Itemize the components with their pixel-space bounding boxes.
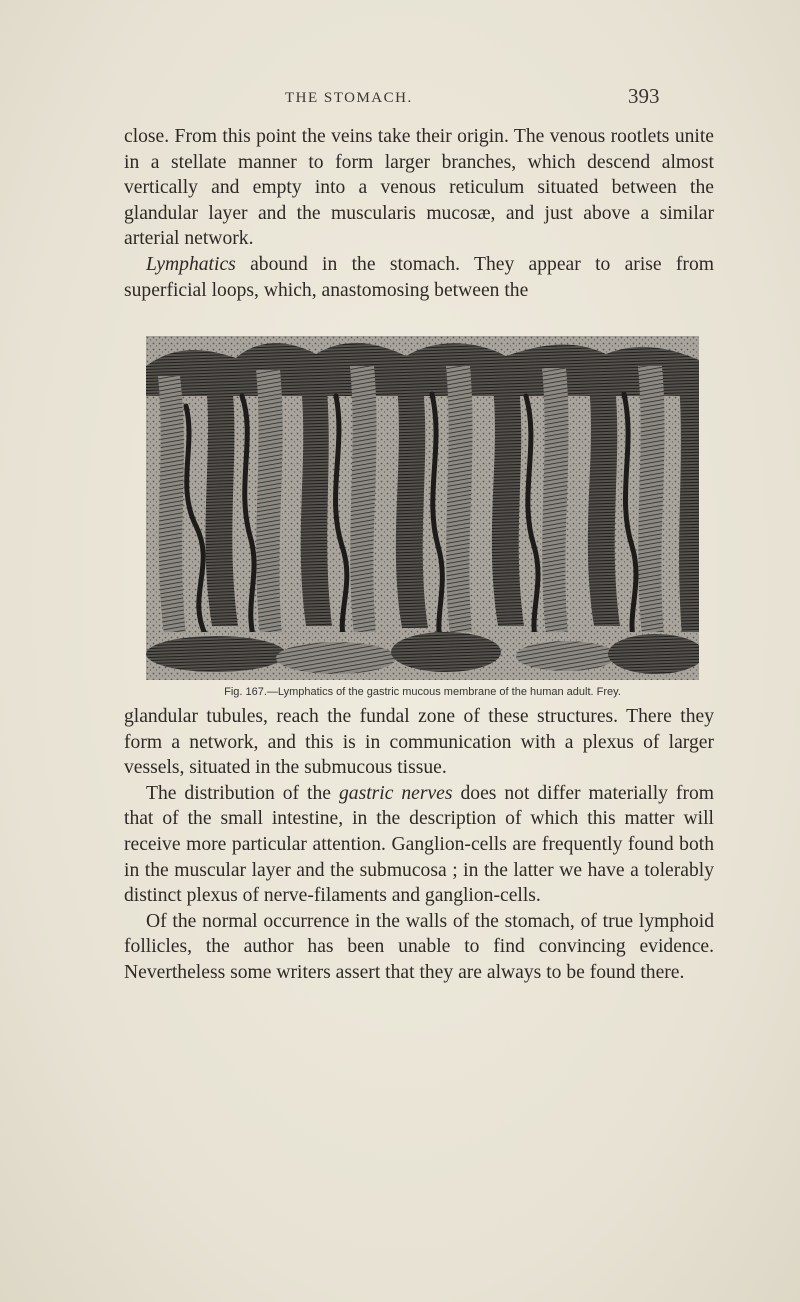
paragraph-veins: close. From this point the veins take their origin. The venous rootlets unite in a stellate manner to form larger branches, which descend almost vertically and empty into a venous reticulum situated between the glandular layer and the muscularis mucosæ, and just above a similar arterial network. [124, 126, 714, 250]
lymphatics-term: Lymphatics [146, 253, 236, 275]
paragraph-lymphatics [124, 252, 714, 303]
gastric-nerves-term: gastric nerves [338, 782, 453, 804]
paragraph-glandular: glandular tubules, reach the fundal zone of these structures. There they form a network, and this is in communication with a plexus of larger vessels, situated in the submucous tissue. [124, 706, 714, 779]
figure-lymphatics-illustration [146, 336, 699, 680]
running-title: THE STOMACH. [285, 90, 413, 106]
lymphatics-text: abound in the stomach. They appear to arise from superficial loops, which, anastomosing between the [124, 253, 714, 301]
body-text-bottom [124, 704, 714, 986]
nerves-text-before: The distribution of the [146, 782, 339, 804]
submucous-plexus [146, 632, 699, 680]
figure-caption: Fig. 167.—Lymphatics of the gastric mucous membrane of the human adult. Frey. [224, 686, 621, 698]
paragraph-follicles: Of the normal occurrence in the walls of the stomach, of true lymphoid follicles, the author has been unable to find convincing evidence. Nevertheless some writers assert that they are always to be found there. [124, 910, 714, 983]
engraving [146, 336, 699, 680]
nerves-text-after: does not differ materially from that of the small intestine, in the description of which this matter will receive more particular attention. Ganglion-cells are frequently found both in the muscular layer and the submucosa ; in the latter we have a tolerably distinct plexus of nerve-filaments and ganglion-cells. [124, 782, 715, 907]
paragraph-nerves [124, 781, 714, 909]
page-number: 393 [628, 84, 660, 108]
body-text-top [124, 124, 714, 303]
running-head [0, 82, 800, 112]
